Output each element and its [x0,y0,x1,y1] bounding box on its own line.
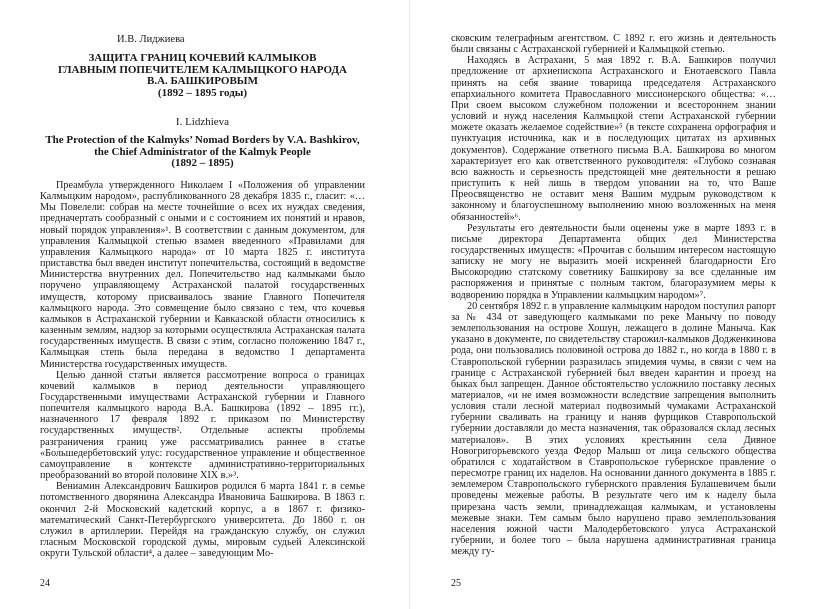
right-page [412,0,820,609]
running-header-author: И.В. Лиджиева [117,34,185,45]
page-gutter [409,0,410,609]
title-ru-line: (1892 – 1895 годы) [157,86,248,99]
author-english: I. Lidzhieva [175,116,230,128]
body-paragraph-continued: сковским телеграфным агентством. С 1892 г. его жизнь и деятельность были связаны с Астраханской губернией и Калмыцкой степью. [451,33,776,56]
title-ru-line: ЗАЩИТА ГРАНИЦ КОЧЕВИЙ КАЛМЫКОВ [88,52,317,64]
body-paragraph: Целью данной статьи является рассмотрение вопроса о границах кочевий калмыков в период деятельности управляющего Государственными имуществами Астраханской губернии и Главного попечителя калмыцкого народа В.А. Башкирова (1892 – 1895 гг.), назначенного 17 февраля 1892 г. приказом по Министерству государственных имуществ². Отдельные аспекты проблемы разграничения границ уже рассматривались раннее в статье «Большедербетовский улус: государственное управление и общественное самоуправление в контексте административно-территориальных преобразований во второй половине XIX в.»³. [40,369,365,482]
page-number: 25 [451,578,461,589]
title-ru-line: ГЛАВНЫМ ПОПЕЧИТЕЛЕМ КАЛМЫЦКОГО НАРОДА [58,63,347,76]
left-page [0,0,408,609]
title-en-line: the Chief Administrator of the Kalmyk People [94,145,311,158]
title-en-line: The Protection of the Kalmyks’ Nomad Borders by V.A. Bashkirov, [45,134,360,146]
title-en-line: (1892 – 1895) [171,157,234,169]
body-paragraph: Вениамин Александрович Башкиров родился 6 марта 1841 г. в семье потомственного дворянина Александра Ивановича Башкирова. В 1863 г. окончил 2-й Московский кадетский корпус, а в 1867 г. физико-математический Санкт-Петербургского университета. До 1860 г. он служил в артиллерии. Перейдя на гражданскую службу, он служил гласным Московской городской думы, мировым судьей Алексинской округи Тульской области⁴, а далее – заведующим Мо- [40,481,365,560]
article-title-russian [40,53,365,99]
title-ru-line: В.А. БАШКИРОВЫМ [147,75,258,87]
right-body-text [451,33,776,557]
left-body-text [40,180,365,559]
body-paragraph: Преамбула утвержденного Николаем I «Положения об управлении Калмыцким народом», распубликованного 28 декабря 1835 г., гласит: «… Мы Повелели: собрав на месте точнейшие о всех их нуждах сведения, предначертать сообразный с оными и с состоянием их понятий и нравов, новый порядок управления»¹. В соответствии с данным документом, для управления Калмыцкой степью взамен введенного «Правилами для управления Калмыцкого народа» от 10 марта 1825 г. института приставства был введен институт попечительства, состоящий в ведомстве Министерства внутренних дел. Попечительство над калмыками было поручено управляющему Астраханской палатой государственных имуществ, которому присваивалось звание Главного Попечителя калмыцкого народа. Это совмещение было связано с тем, что кочевья калмыков в Астраханской губернии и Кавказской области относились к казенным землям, надзор за которыми осуществляла Астраханская палата государственных имуществ. В связи с этим, согласно положению 1847 г., Калмыцкая степь была передана в ведомство I департамента Министерства государственных имуществ. [40,180,365,370]
page-number: 24 [40,578,50,589]
body-paragraph: Находясь в Астрахани, 5 мая 1892 г. В.А. Башкиров получил предложение от архиепископа Астраханского и Енотаевского Павла принять на себя звание товарища председателя Астраханского епархиального комитета Православного миссионерского общества: «… При своем высоком служебном положении и всестороннем знании условий и нужд населения Калмыцкой степи Астраханской губернии можете оказать желаемое содействие»⁵ (в тексте сохранена орфография и пунктуация источника, как и в последующих цитатах из архивных документов). Содержание ответного письма В.А. Башкирова во многом характеризует его как ответственного руководителя: «Глубоко сознавая всю важность и серьезность предстоящей мне деятельности я решаю приступить к ней лишь в твердом уповании на то, что Ваше Преосвященство не оставит меня Вашим мудрым руководством к законному и благоуспешному выполнению мною возложенных на меня обязанностей»⁶. [451,55,776,223]
body-paragraph: Результаты его деятельности были оценены уже в марте 1893 г. в письме директора Департамента общих дел Министерства государственных имуществ: «Прочитав с большим интересом настоящую записку не могу не выразить моей искренней благодарности Его Высокородию статскому советнику Башкирову за все сделанные им распоряжения и принятые с полным тактом, благоразумием меры к водворению порядка в Управлении калмыцким народом»⁷. [451,222,776,301]
body-paragraph: 20 сентября 1892 г. в управление калмыцким народом поступил рапорт за № 434 от заведующего калмыками по реке Манычу по поводу землепользования на острове Хошун, лежащего в долине Маныча. Как указано в документе, по свидетельству старожил-калмыков Додженкинова рода, они пользовались половиной острова до 1882 г., но когда в 1880 г. в Ставропольской губернии разразилась эпидемия чумы, в связи с чем на границе с Астраханской губернией был введен карантин и проезд на быках был запрещен. Данное обстоятельство усложнило поставку лесных материалов, «и не имея возможности вследствие запрещения выполнить условия стали лесной материал подвозимый чумаками Астраханской губернии сваливать на границу и наняв фурщиков Ставропольской губернии доставляли до места назначения, так образовался склад лесных материалов». В этих условиях крестьянин села Дивное Новогригорьевского уезда Федор Малыш от лица сельского общества обратился с ходатайством в Ставропольское губернское правление о пересмотре границ их наделов. На основании данного документа в 1885 г. землемером Ставропольского губернского правления Булашевичем были проведены межевые работы. В результате чего им к наделу была прирезана часть земли, принадлежащая калмыкам, и установлены межевые знаки. Тем самым было нарушено право землепользования населения южной части Малодербетовского улуса Астраханской губернии, и более того – была нарушена административная граница между гу- [451,300,776,558]
article-title-english [40,135,365,170]
